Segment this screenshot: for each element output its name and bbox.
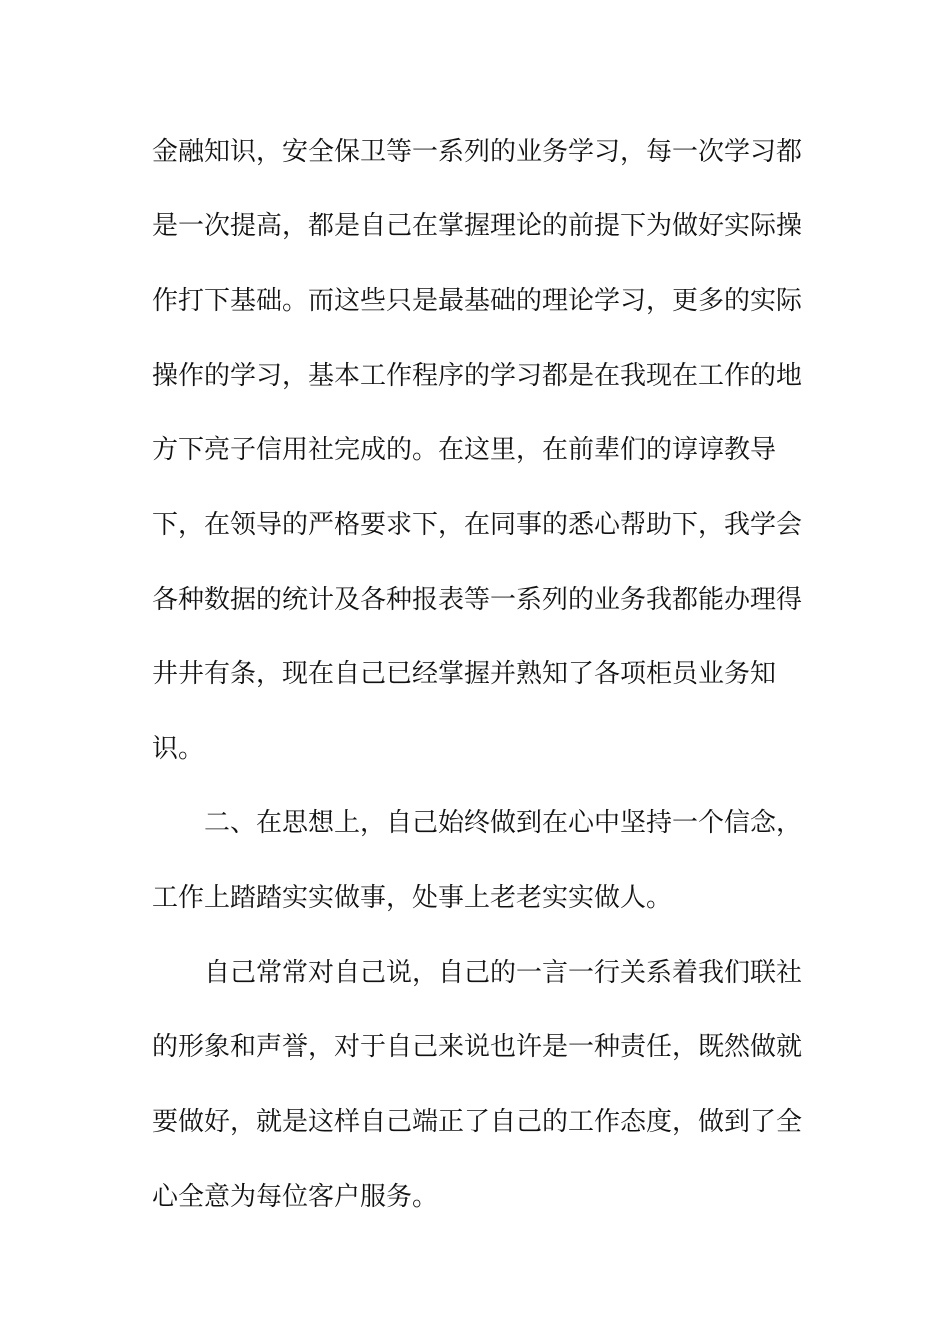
paragraph-3-line-1: 自己常常对自己说，自己的一言一行关系着我们联社: [204, 958, 803, 988]
paragraph-1-line-2: 是一次提高，都是自己在掌握理论的前提下为做好实际操: [152, 211, 803, 241]
paragraph-1-line-3: 作打下基础。而这些只是最基础的理论学习，更多的实际: [152, 286, 803, 316]
paragraph-1-line-8: 井井有条，现在自己已经掌握并熟知了各项柜员业务知: [152, 659, 777, 689]
paragraph-1-line-9: 识。: [152, 734, 205, 764]
paragraph-3-line-2: 的形象和声誉，对于自己来说也许是一种责任，既然做就: [152, 1032, 803, 1062]
paragraph-1-line-5: 方下亮子信用社完成的。在这里，在前辈们的谆谆教导: [152, 435, 777, 465]
paragraph-3-line-3: 要做好，就是这样自己端正了自己的工作态度，做到了全: [152, 1107, 803, 1137]
paragraph-2-line-2: 工作上踏踏实实做事，处事上老老实实做人。: [152, 883, 673, 913]
paragraph-1-line-6: 下，在领导的严格要求下，在同事的悉心帮助下，我学会: [152, 510, 803, 540]
paragraph-1-line-4: 操作的学习，基本工作程序的学习都是在我现在工作的地: [152, 361, 803, 391]
paragraph-2-line-1: 二、在思想上，自己始终做到在心中坚持一个信念，: [204, 808, 803, 838]
paragraph-1-line-1: 金融知识，安全保卫等一系列的业务学习，每一次学习都: [152, 137, 803, 167]
paragraph-3-line-4: 心全意为每位客户服务。: [152, 1182, 439, 1212]
paragraph-1-line-7: 各种数据的统计及各种报表等一系列的业务我都能办理得: [152, 585, 803, 615]
